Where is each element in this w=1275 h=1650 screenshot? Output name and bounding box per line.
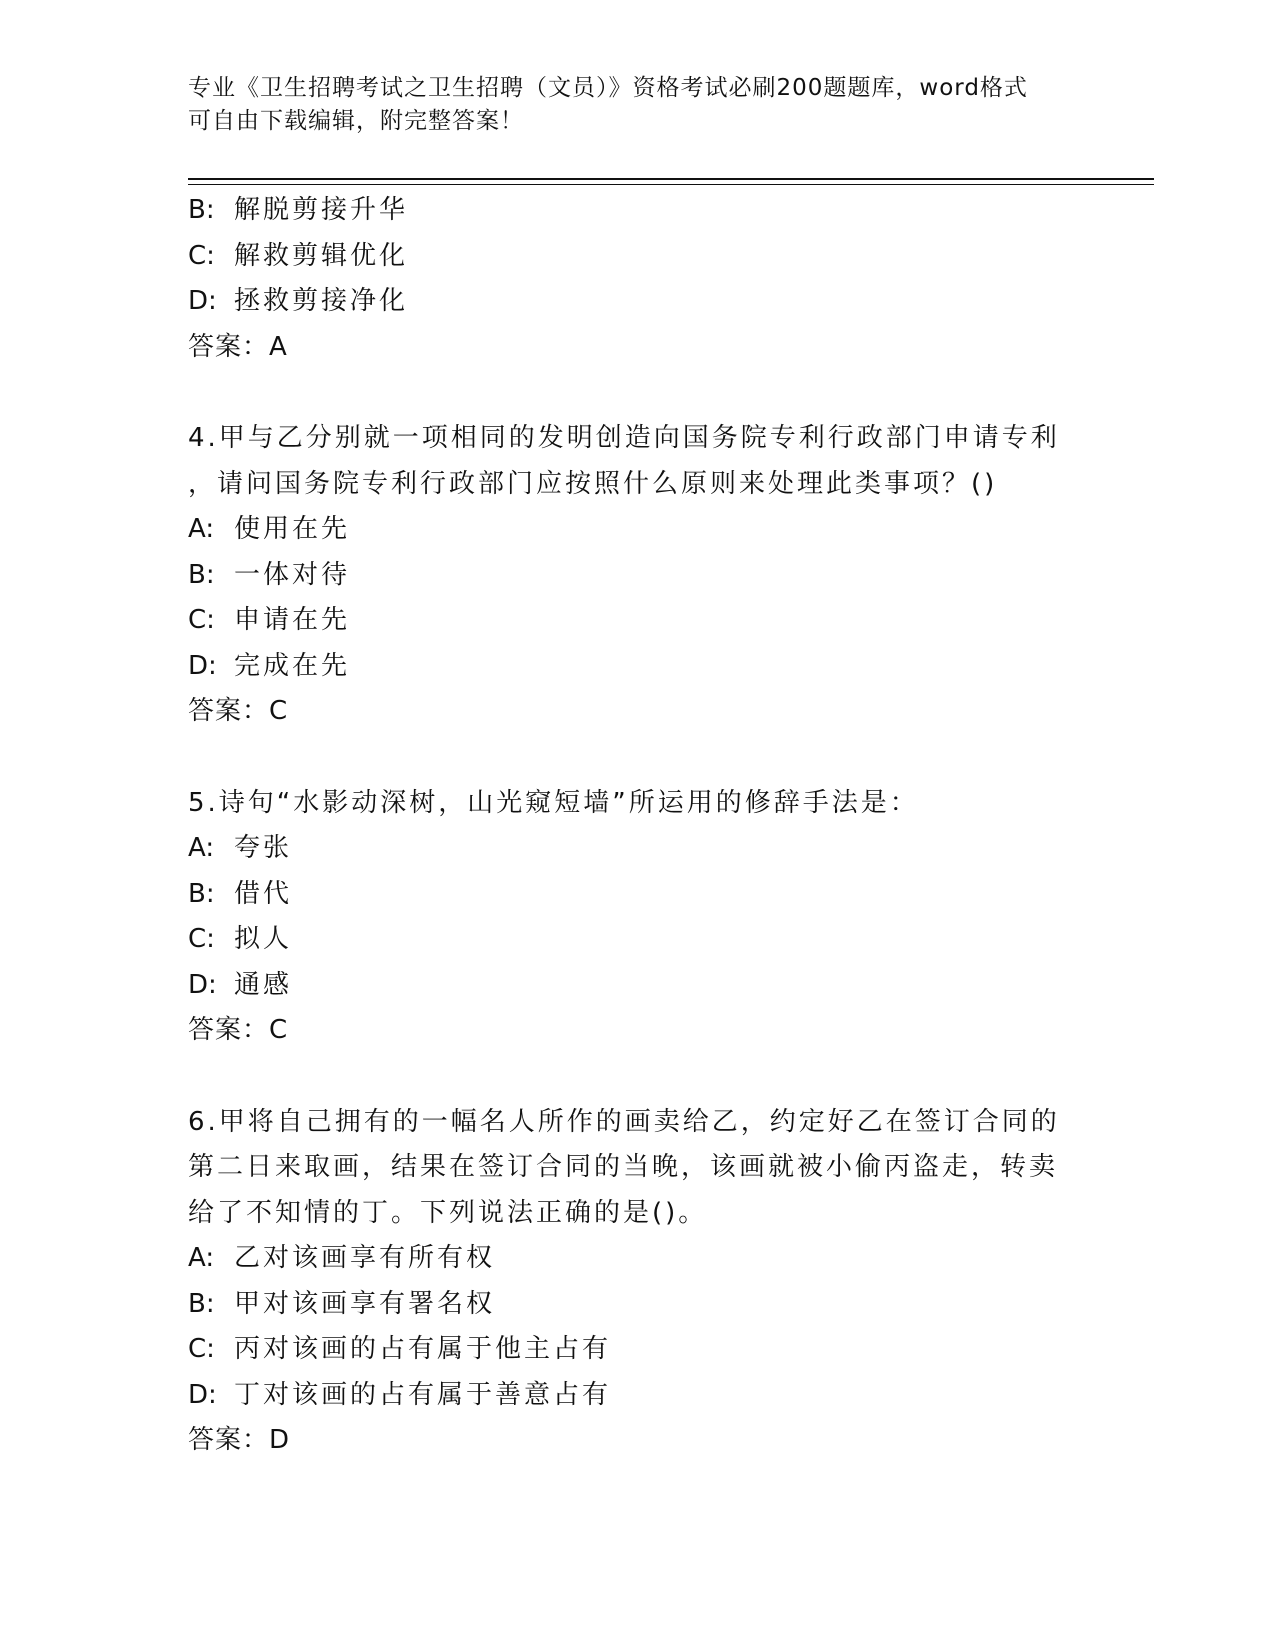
option-a: [188, 1236, 1088, 1282]
header-line-1: 专业《卫生招聘考试之卫生招聘（文员）》资格考试必刷200题题库，word格式: [188, 75, 1028, 101]
option-text: 通感: [234, 969, 293, 1000]
option-letter: A:: [188, 833, 215, 863]
header-line-2: 可自由下载编辑，附完整答案！: [188, 108, 524, 134]
option-letter: C:: [188, 1334, 215, 1364]
option-text: 解救剪辑优化: [234, 240, 409, 271]
question-5: [188, 781, 1088, 1054]
option-letter: D:: [188, 286, 217, 316]
option-c: [188, 234, 1088, 280]
header-rule-thin: [188, 184, 1154, 185]
answer-line: 答案：C: [188, 696, 289, 726]
spacer: [188, 1054, 1088, 1100]
option-letter: D:: [188, 969, 217, 1000]
answer-line: 答案：C: [188, 1015, 289, 1045]
question-3: [188, 188, 1088, 370]
option-letter: A:: [188, 514, 215, 544]
option-text: 借代: [234, 878, 293, 909]
question-list: [188, 188, 1088, 1464]
question-stem: 6.甲将自己拥有的一幅名人所作的画卖给乙，约定好乙在签订合同的: [188, 1106, 1060, 1137]
option-letter: B:: [188, 878, 215, 909]
option-b: [188, 1282, 1088, 1328]
option-c: [188, 598, 1088, 644]
option-text: 乙对该画享有所有权: [234, 1243, 496, 1273]
option-text: 甲对该画享有署名权: [234, 1288, 496, 1319]
option-a: [188, 826, 1088, 872]
option-d: [188, 1373, 1088, 1419]
question-stem: 5.诗句“水影动深树，山光窥短墙”所运用的修辞手法是：: [188, 787, 919, 818]
option-text: 夸张: [234, 833, 293, 863]
answer-line: 答案：A: [188, 331, 288, 362]
option-letter: D:: [188, 650, 217, 681]
question-stem: 给了不知情的丁。下列说法正确的是()。: [188, 1197, 708, 1228]
option-b: [188, 553, 1088, 599]
question-stem: 第二日来取画，结果在签订合同的当晚，该画就被小偷丙盗走，转卖: [188, 1152, 1059, 1182]
option-letter: C:: [188, 924, 215, 954]
option-text: 丁对该画的占有属于善意占有: [234, 1379, 612, 1410]
option-text: 丙对该画的占有属于他主占有: [234, 1334, 612, 1364]
answer-line: 答案：D: [188, 1425, 291, 1455]
option-c: [188, 917, 1088, 963]
option-d: [188, 644, 1088, 690]
option-text: 一体对待: [234, 559, 351, 590]
option-text: 解脱剪接升华: [234, 195, 409, 225]
option-text: 完成在先: [234, 650, 351, 681]
option-letter: B:: [188, 559, 215, 590]
option-letter: B:: [188, 1288, 215, 1319]
option-d: [188, 279, 1088, 325]
spacer: [188, 370, 1088, 416]
option-b: [188, 188, 1088, 234]
option-text: 拯救剪接净化: [234, 286, 409, 316]
option-letter: D:: [188, 1379, 217, 1410]
spacer: [188, 735, 1088, 781]
option-text: 拟人: [234, 924, 293, 954]
option-d: [188, 963, 1088, 1009]
option-b: [188, 872, 1088, 918]
header-rule-thick: [188, 178, 1154, 180]
option-c: [188, 1327, 1088, 1373]
option-letter: C:: [188, 605, 215, 635]
question-stem: 4.甲与乙分别就一项相同的发明创造向国务院专利行政部门申请专利: [188, 423, 1060, 453]
option-text: 申请在先: [234, 605, 351, 635]
question-6: [188, 1100, 1088, 1464]
option-a: [188, 507, 1088, 553]
option-letter: B:: [188, 195, 215, 225]
page-header: [188, 72, 1068, 138]
option-letter: C:: [188, 240, 215, 271]
question-4: [188, 416, 1088, 735]
option-text: 使用在先: [234, 514, 351, 544]
question-stem: ，请问国务院专利行政部门应按照什么原则来处理此类事项？(): [188, 468, 998, 499]
option-letter: A:: [188, 1243, 215, 1273]
